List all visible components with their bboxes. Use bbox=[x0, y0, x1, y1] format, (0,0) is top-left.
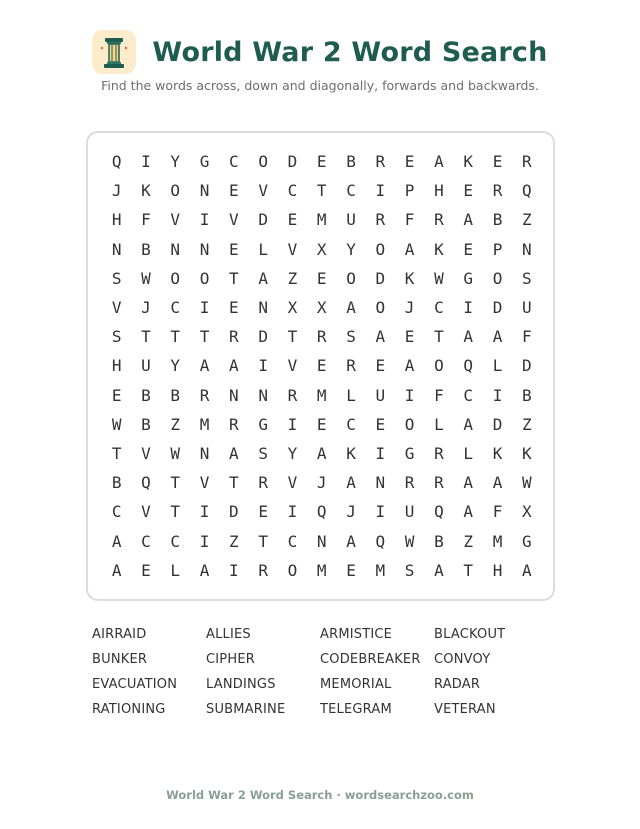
grid-cell[interactable]: V bbox=[141, 502, 151, 522]
grid-cell[interactable]: G bbox=[521, 531, 532, 551]
grid-cell[interactable]: K bbox=[346, 443, 356, 463]
grid-cell[interactable]: A bbox=[316, 443, 327, 463]
grid-cell[interactable]: L bbox=[492, 356, 503, 376]
grid-cell[interactable]: A bbox=[404, 239, 415, 259]
grid-cell[interactable]: X bbox=[316, 298, 327, 318]
grid-cell[interactable]: Y bbox=[287, 443, 298, 463]
grid-cell[interactable]: F bbox=[404, 210, 415, 230]
grid-cell[interactable]: K bbox=[404, 268, 415, 288]
grid-cell[interactable]: I bbox=[141, 152, 151, 172]
word-list-item: ALLIES bbox=[206, 627, 251, 642]
grid-cell[interactable]: F bbox=[434, 385, 444, 405]
grid-cell[interactable]: Q bbox=[434, 502, 444, 522]
grid-cell[interactable]: K bbox=[521, 443, 532, 463]
grid-cell[interactable]: R bbox=[229, 414, 239, 434]
grid-cell[interactable]: E bbox=[316, 356, 327, 376]
grid-cell[interactable]: I bbox=[229, 560, 239, 580]
word-list-item: RADAR bbox=[434, 677, 481, 692]
grid-cell[interactable]: G bbox=[258, 414, 268, 434]
word-list-item: EVACUATION bbox=[92, 677, 178, 692]
grid-cell[interactable]: E bbox=[375, 356, 386, 376]
grid-cell[interactable]: A bbox=[463, 502, 474, 522]
grid-cell[interactable]: E bbox=[463, 239, 474, 259]
word-list-item: LANDINGS bbox=[206, 677, 276, 692]
grid-cell[interactable]: N bbox=[170, 239, 181, 259]
grid-cell[interactable]: N bbox=[316, 531, 327, 551]
grid-cell[interactable]: K bbox=[463, 152, 474, 172]
grid-cell[interactable]: L bbox=[434, 414, 444, 434]
grid-cell[interactable]: D bbox=[492, 298, 503, 318]
header bbox=[0, 28, 640, 76]
grid-cell[interactable]: A bbox=[521, 560, 532, 580]
grid-cell[interactable]: R bbox=[258, 473, 268, 493]
grid-cell[interactable]: C bbox=[287, 531, 298, 551]
grid-cell[interactable]: D bbox=[375, 268, 386, 288]
grid-cell[interactable]: V bbox=[287, 239, 298, 259]
grid-cell[interactable]: I bbox=[287, 502, 298, 522]
grid-cell[interactable]: B bbox=[111, 473, 122, 493]
grid-cell[interactable]: E bbox=[463, 181, 474, 201]
grid-cell[interactable]: M bbox=[375, 560, 386, 580]
grid-cell[interactable]: A bbox=[463, 327, 474, 347]
grid-cell[interactable]: U bbox=[141, 356, 151, 376]
grid-cell[interactable]: H bbox=[111, 356, 122, 376]
grid-cell[interactable]: M bbox=[316, 560, 327, 580]
grid-cell[interactable]: L bbox=[170, 560, 181, 580]
grid-cell[interactable]: F bbox=[141, 210, 151, 230]
grid-cell[interactable]: V bbox=[287, 356, 298, 376]
grid-cell[interactable]: J bbox=[141, 298, 151, 318]
grid-cell[interactable]: B bbox=[141, 414, 151, 434]
grid-cell[interactable]: W bbox=[521, 473, 532, 493]
grid-cell[interactable]: V bbox=[258, 181, 268, 201]
grid-cell[interactable]: X bbox=[287, 298, 298, 318]
grid-cell[interactable]: M bbox=[316, 210, 327, 230]
letter-grid bbox=[102, 147, 541, 585]
grid-cell[interactable]: G bbox=[199, 152, 210, 172]
grid-cell[interactable]: B bbox=[492, 210, 503, 230]
grid-cell[interactable]: N bbox=[375, 473, 386, 493]
grid-cell[interactable]: E bbox=[492, 152, 503, 172]
grid-cell[interactable]: Q bbox=[375, 531, 386, 551]
grid-cell[interactable]: G bbox=[463, 268, 474, 288]
grid-cell[interactable]: R bbox=[404, 473, 415, 493]
grid-cell[interactable]: R bbox=[199, 385, 210, 405]
grid-cell[interactable]: N bbox=[258, 385, 268, 405]
grid-cell[interactable]: T bbox=[463, 560, 474, 580]
word-list-item: VETERAN bbox=[434, 702, 496, 717]
word-list-item: AIRRAID bbox=[92, 627, 147, 642]
grid-cell[interactable]: N bbox=[111, 239, 122, 259]
grid-cell[interactable]: K bbox=[434, 239, 444, 259]
grid-cell[interactable]: O bbox=[434, 356, 444, 376]
grid-cell[interactable]: O bbox=[346, 268, 356, 288]
grid-cell[interactable]: W bbox=[404, 531, 415, 551]
grid-cell[interactable]: H bbox=[434, 181, 444, 201]
grid-cell[interactable]: M bbox=[316, 385, 327, 405]
grid-cell[interactable]: W bbox=[111, 414, 122, 434]
grid-cell[interactable]: D bbox=[287, 152, 298, 172]
grid-cell[interactable]: U bbox=[404, 502, 415, 522]
grid-cell[interactable]: K bbox=[141, 181, 151, 201]
grid-cell[interactable]: F bbox=[521, 327, 532, 347]
grid-cell[interactable]: I bbox=[404, 385, 415, 405]
grid-cell[interactable]: J bbox=[346, 502, 356, 522]
grid-cell[interactable]: N bbox=[229, 385, 239, 405]
grid-cell[interactable]: O bbox=[170, 181, 181, 201]
grid-cell[interactable]: T bbox=[258, 531, 268, 551]
grid-cell[interactable]: X bbox=[316, 239, 327, 259]
grid-cell[interactable]: A bbox=[463, 210, 474, 230]
grid-cell[interactable]: N bbox=[258, 298, 268, 318]
grid-cell[interactable]: S bbox=[111, 268, 122, 288]
grid-cell[interactable]: I bbox=[199, 298, 210, 318]
grid-cell[interactable]: C bbox=[111, 502, 122, 522]
grid-cell[interactable]: T bbox=[170, 327, 181, 347]
grid-cell[interactable]: I bbox=[199, 210, 210, 230]
grid-cell[interactable]: I bbox=[463, 298, 474, 318]
grid-cell[interactable]: S bbox=[521, 268, 532, 288]
grid-cell[interactable]: B bbox=[170, 385, 181, 405]
grid-cell[interactable]: B bbox=[346, 152, 356, 172]
grid-cell[interactable]: C bbox=[287, 181, 298, 201]
grid-cell[interactable]: A bbox=[258, 268, 268, 288]
grid-cell[interactable]: I bbox=[492, 385, 503, 405]
grid-cell[interactable]: J bbox=[111, 181, 122, 201]
grid-cell[interactable]: Y bbox=[346, 239, 356, 259]
grid-cell[interactable]: O bbox=[170, 268, 181, 288]
word-list-item: ARMISTICE bbox=[320, 627, 393, 642]
grid-cell[interactable]: T bbox=[316, 181, 327, 201]
grid-cell[interactable]: R bbox=[316, 327, 327, 347]
grid-cell[interactable]: L bbox=[463, 443, 474, 463]
grid-cell[interactable]: D bbox=[492, 414, 503, 434]
grid-cell[interactable]: E bbox=[346, 560, 356, 580]
grid-cell[interactable]: R bbox=[492, 181, 503, 201]
grid-cell[interactable]: C bbox=[346, 414, 356, 434]
grid-cell[interactable]: E bbox=[287, 210, 298, 230]
grid-cell[interactable]: C bbox=[170, 531, 181, 551]
grid-cell[interactable]: A bbox=[492, 473, 503, 493]
grid-cell[interactable]: O bbox=[199, 268, 210, 288]
grid-cell[interactable]: S bbox=[111, 327, 122, 347]
grid-cell[interactable]: R bbox=[229, 327, 239, 347]
grid-cell[interactable]: K bbox=[492, 443, 503, 463]
grid-cell[interactable]: T bbox=[170, 502, 181, 522]
grid-cell[interactable]: A bbox=[229, 443, 239, 463]
grid-cell[interactable]: U bbox=[346, 210, 356, 230]
grid-cell[interactable]: T bbox=[434, 327, 444, 347]
page-title: World War 2 Word Search bbox=[152, 36, 548, 68]
grid-cell[interactable]: R bbox=[521, 152, 532, 172]
grid-cell[interactable]: A bbox=[463, 473, 474, 493]
grid-cell[interactable]: A bbox=[434, 152, 444, 172]
grid-cell[interactable]: N bbox=[199, 239, 210, 259]
grid-cell[interactable]: J bbox=[316, 473, 327, 493]
grid-cell[interactable]: E bbox=[258, 502, 268, 522]
grid-cell[interactable]: V bbox=[141, 443, 151, 463]
grid-cell[interactable]: Q bbox=[316, 502, 327, 522]
word-list-item: CONVOY bbox=[434, 652, 491, 667]
grid-cell[interactable]: M bbox=[199, 414, 210, 434]
grid-cell[interactable]: E bbox=[111, 385, 122, 405]
grid-cell[interactable]: I bbox=[287, 414, 298, 434]
grid-cell[interactable]: D bbox=[521, 356, 532, 376]
grid-cell[interactable]: S bbox=[404, 560, 415, 580]
footer: World War 2 Word Search · wordsearchzoo.com bbox=[166, 788, 474, 802]
grid-cell[interactable]: R bbox=[287, 385, 298, 405]
grid-cell[interactable]: O bbox=[287, 560, 298, 580]
grid-cell[interactable]: C bbox=[434, 298, 444, 318]
grid-cell[interactable]: V bbox=[229, 210, 239, 230]
grid-cell[interactable]: A bbox=[111, 560, 122, 580]
grid-cell[interactable]: D bbox=[258, 210, 268, 230]
puzzle-grid-frame bbox=[86, 131, 555, 601]
grid-cell[interactable]: T bbox=[229, 268, 239, 288]
grid-cell[interactable]: R bbox=[375, 152, 386, 172]
grid-cell[interactable]: O bbox=[492, 268, 503, 288]
grid-cell[interactable]: A bbox=[434, 560, 444, 580]
grid-cell[interactable]: A bbox=[346, 473, 356, 493]
grid-cell[interactable]: Y bbox=[170, 152, 181, 172]
grid-cell[interactable]: I bbox=[199, 502, 210, 522]
grid-cell[interactable]: W bbox=[141, 268, 151, 288]
grid-cell[interactable]: H bbox=[492, 560, 503, 580]
grid-cell[interactable]: R bbox=[346, 356, 356, 376]
word-list-item: MEMORIAL bbox=[320, 677, 392, 692]
grid-cell[interactable]: A bbox=[404, 356, 415, 376]
grid-cell[interactable]: A bbox=[229, 356, 239, 376]
grid-cell[interactable]: J bbox=[404, 298, 415, 318]
grid-cell[interactable]: X bbox=[521, 502, 532, 522]
grid-cell[interactable]: F bbox=[492, 502, 503, 522]
grid-cell[interactable]: N bbox=[199, 443, 210, 463]
grid-cell[interactable]: B bbox=[141, 385, 151, 405]
grid-cell[interactable]: R bbox=[375, 210, 386, 230]
grid-cell[interactable]: A bbox=[199, 560, 210, 580]
grid-cell[interactable]: A bbox=[346, 531, 356, 551]
grid-cell[interactable]: E bbox=[229, 239, 239, 259]
grid-cell[interactable]: T bbox=[199, 327, 210, 347]
grid-cell[interactable]: E bbox=[316, 268, 327, 288]
grid-cell[interactable]: R bbox=[434, 443, 444, 463]
grid-cell[interactable]: W bbox=[170, 443, 181, 463]
grid-cell[interactable]: T bbox=[287, 327, 298, 347]
grid-cell[interactable]: E bbox=[375, 414, 386, 434]
grid-cell[interactable]: T bbox=[229, 473, 239, 493]
grid-cell[interactable]: T bbox=[170, 473, 181, 493]
word-list-item: BLACKOUT bbox=[434, 627, 506, 642]
grid-cell[interactable]: W bbox=[434, 268, 444, 288]
grid-cell[interactable]: A bbox=[492, 327, 503, 347]
grid-cell[interactable]: N bbox=[199, 181, 210, 201]
grid-cell[interactable]: R bbox=[434, 210, 444, 230]
grid-cell[interactable]: T bbox=[141, 327, 151, 347]
grid-cell[interactable]: L bbox=[346, 385, 356, 405]
grid-cell[interactable]: A bbox=[111, 531, 122, 551]
grid-cell[interactable]: B bbox=[434, 531, 444, 551]
grid-cell[interactable]: B bbox=[521, 385, 532, 405]
grid-cell[interactable]: Z bbox=[287, 268, 298, 288]
instructions: Find the words across, down and diagonally, forwards and backwards. bbox=[101, 78, 539, 93]
grid-cell[interactable]: V bbox=[170, 210, 181, 230]
grid-cell[interactable]: S bbox=[258, 443, 268, 463]
word-list-item: SUBMARINE bbox=[206, 702, 286, 717]
grid-cell[interactable]: E bbox=[316, 414, 327, 434]
grid-cell[interactable]: C bbox=[141, 531, 151, 551]
column-pillar-icon bbox=[92, 30, 136, 74]
grid-cell[interactable]: C bbox=[170, 298, 181, 318]
grid-cell[interactable]: R bbox=[434, 473, 444, 493]
grid-cell[interactable]: Y bbox=[170, 356, 181, 376]
grid-cell[interactable]: O bbox=[375, 298, 386, 318]
grid-cell[interactable]: Q bbox=[463, 356, 474, 376]
grid-cell[interactable]: O bbox=[404, 414, 415, 434]
grid-cell[interactable]: E bbox=[404, 152, 415, 172]
grid-cell[interactable]: V bbox=[287, 473, 298, 493]
grid-cell[interactable]: O bbox=[258, 152, 268, 172]
grid-cell[interactable]: A bbox=[346, 298, 356, 318]
grid-cell[interactable]: Q bbox=[521, 181, 532, 201]
word-list-item: BUNKER bbox=[92, 652, 148, 667]
grid-cell[interactable]: P bbox=[492, 239, 503, 259]
grid-cell[interactable]: V bbox=[199, 473, 210, 493]
word-list-item: CODEBREAKER bbox=[320, 652, 421, 667]
grid-cell[interactable]: A bbox=[199, 356, 210, 376]
grid-cell[interactable]: Z bbox=[170, 414, 181, 434]
grid-cell[interactable]: S bbox=[346, 327, 356, 347]
grid-cell[interactable]: U bbox=[521, 298, 532, 318]
grid-cell[interactable]: Q bbox=[111, 152, 122, 172]
grid-cell[interactable]: C bbox=[463, 385, 474, 405]
grid-cell[interactable]: I bbox=[199, 531, 210, 551]
word-list bbox=[92, 627, 552, 727]
grid-cell[interactable]: Z bbox=[521, 210, 532, 230]
grid-cell[interactable]: I bbox=[258, 356, 268, 376]
grid-cell[interactable]: E bbox=[141, 560, 151, 580]
grid-cell[interactable]: H bbox=[111, 210, 122, 230]
grid-cell[interactable]: Z bbox=[463, 531, 474, 551]
grid-cell[interactable]: V bbox=[111, 298, 122, 318]
grid-cell[interactable]: U bbox=[375, 385, 386, 405]
grid-cell[interactable]: Z bbox=[521, 414, 532, 434]
grid-cell[interactable]: I bbox=[375, 502, 386, 522]
grid-cell[interactable]: E bbox=[229, 298, 239, 318]
grid-cell[interactable]: A bbox=[375, 327, 386, 347]
grid-cell[interactable]: L bbox=[258, 239, 268, 259]
grid-cell[interactable]: D bbox=[229, 502, 239, 522]
grid-cell[interactable]: I bbox=[375, 181, 386, 201]
grid-cell[interactable]: D bbox=[258, 327, 268, 347]
grid-cell[interactable]: G bbox=[404, 443, 415, 463]
grid-cell[interactable]: I bbox=[375, 443, 386, 463]
grid-cell[interactable]: P bbox=[404, 181, 415, 201]
grid-cell[interactable]: E bbox=[316, 152, 327, 172]
grid-cell[interactable]: C bbox=[346, 181, 356, 201]
grid-cell[interactable]: O bbox=[375, 239, 386, 259]
grid-cell[interactable]: A bbox=[463, 414, 474, 434]
grid-cell[interactable]: T bbox=[111, 443, 122, 463]
grid-cell[interactable]: Q bbox=[141, 473, 151, 493]
grid-cell[interactable]: M bbox=[492, 531, 503, 551]
grid-cell[interactable]: B bbox=[141, 239, 151, 259]
grid-cell[interactable]: E bbox=[404, 327, 415, 347]
word-list-item: TELEGRAM bbox=[320, 702, 392, 717]
grid-cell[interactable]: Z bbox=[229, 531, 239, 551]
word-list-item: RATIONING bbox=[92, 702, 166, 717]
grid-cell[interactable]: N bbox=[521, 239, 532, 259]
grid-cell[interactable]: C bbox=[229, 152, 239, 172]
word-list-item: CIPHER bbox=[206, 652, 255, 667]
grid-cell[interactable]: R bbox=[258, 560, 268, 580]
grid-cell[interactable]: E bbox=[229, 181, 239, 201]
